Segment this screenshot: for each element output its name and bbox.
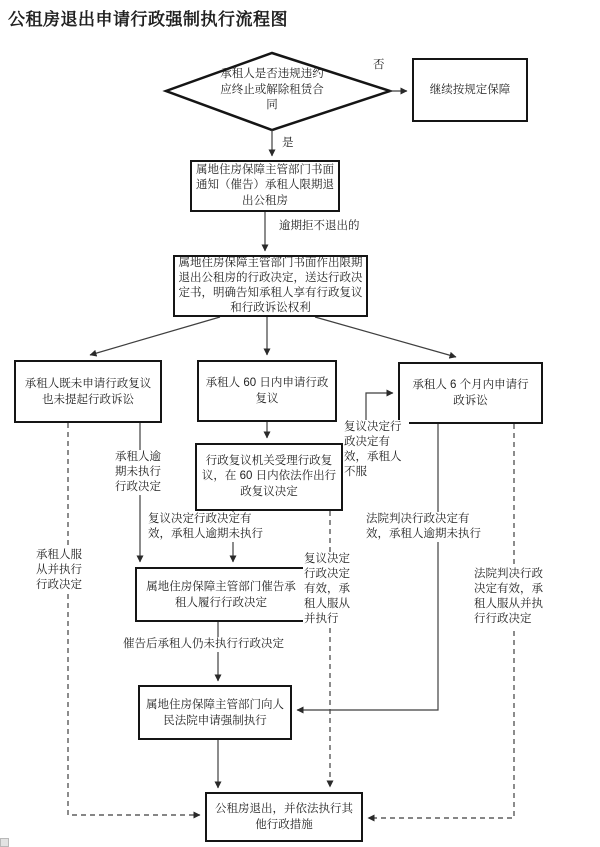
edge-label-overdue-not-exec: 承租人逾期未执行行政决定	[114, 450, 166, 495]
node-decision: 承租人是否违规违约应终止或解除租赁合同	[220, 68, 324, 111]
edge-label-review-valid-refuse: 复议决定行政决定有效，承租人不服	[343, 420, 409, 480]
node-apply-lawsuit-6m: 承租人 6 个月内申请行政诉讼	[398, 362, 543, 424]
node-keep-guarantee: 继续按规定保障	[412, 58, 528, 122]
edge-label-no: 否	[373, 59, 385, 71]
edge-label-court-valid-obey: 法院判决行政决定有效，承租人服从并执行行政决定	[473, 567, 549, 627]
edge-to-lawsuit	[315, 317, 456, 357]
node-urge-perform: 属地住房保障主管部门催告承租人履行行政决定	[135, 567, 307, 622]
page-title: 公租房退出申请行政强制执行流程图	[8, 10, 288, 29]
edge-to-neither	[90, 317, 220, 355]
edge-label-review-valid-obey: 复议决定行政决定有效，承租人服从并执行	[303, 552, 355, 627]
node-apply-review-60d: 承租人 60 日内申请行政复议	[197, 360, 337, 422]
node-exit-housing: 公租房退出，并依法执行其他行政措施	[205, 792, 363, 842]
edge-label-yes: 是	[282, 137, 294, 149]
node-admin-decision: 属地住房保障主管部门书面作出限期退出公租房的行政决定，送达行政决定书，明确告知承租人享有行政复议和行政诉讼权利	[173, 255, 368, 317]
corner-artifact	[0, 838, 9, 847]
edge-label-obey-exec: 承租人服从并执行行政决定	[35, 548, 87, 593]
node-review-organ-decision: 行政复议机关受理行政复议，在 60 日内依法作出行政复议决定	[195, 443, 343, 511]
node-neither-review-nor-lawsuit: 承租人既未申请行政复议也未提起行政诉讼	[14, 360, 162, 423]
node-notify-exit: 属地住房保障主管部门书面通知（催告）承租人限期退出公租房	[190, 160, 340, 212]
edge-label-overdue-refuse: 逾期拒不退出的	[279, 220, 360, 232]
edge-label-court-valid-overdue: 法院判决行政决定有效，承租人逾期未执行	[365, 512, 485, 542]
edge-label-review-valid-overdue: 复议决定行政决定有效，承租人逾期未执行	[147, 512, 267, 542]
edge-label-urge-still-not: 催告后承租人仍未执行行政决定	[123, 638, 284, 650]
node-apply-court-enforcement: 属地住房保障主管部门向人民法院申请强制执行	[138, 685, 292, 740]
